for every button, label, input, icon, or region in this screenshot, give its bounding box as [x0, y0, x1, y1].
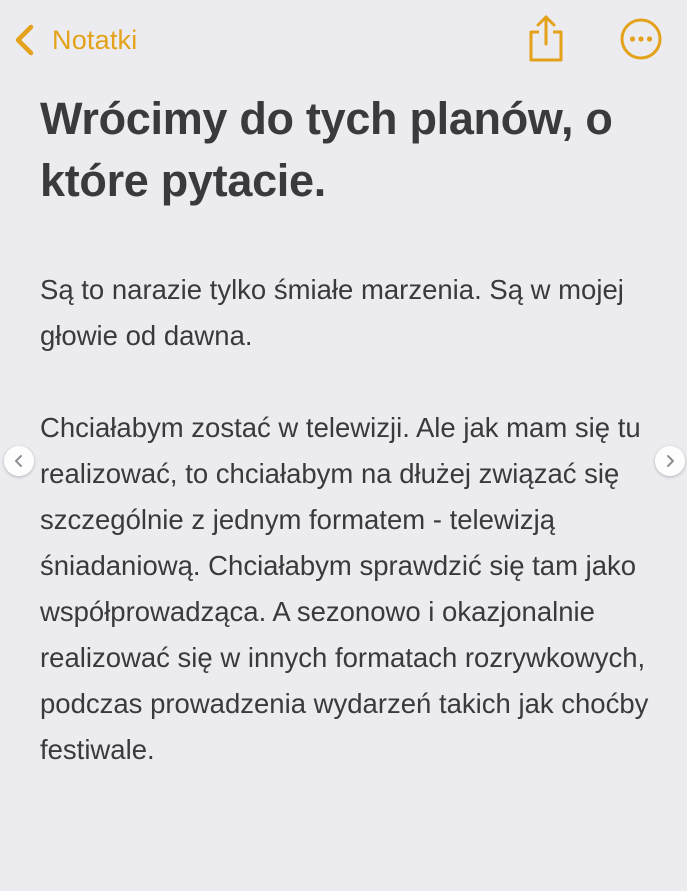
- more-button[interactable]: [619, 17, 663, 61]
- back-button[interactable]: [12, 20, 137, 60]
- note-title: Wrócimy do tych planów, o które pytacie.: [40, 93, 613, 206]
- chevron-right-icon: [664, 454, 676, 468]
- navigation-bar: [0, 0, 687, 80]
- chevron-left-icon: [13, 454, 25, 468]
- back-label: Notatki: [52, 24, 138, 55]
- note-paragraph: Chciałabym zostać w telewizji. Ale jak mam się tu realizować, to chciałabym na dłużej związać się szczególnie z jednym formatem - telewizją śniadaniową. Chciałabym sprawdzić się tam jako współprowadząca. A sezonowo i okazjonalnie realizować się w innych formatach rozrywkowych, podczas prowadzenia wydarzeń takich jak choćby festiwale.: [40, 412, 649, 765]
- note-content[interactable]: [40, 88, 660, 773]
- share-icon: [526, 12, 566, 64]
- share-button[interactable]: [526, 12, 566, 64]
- carousel-next-button[interactable]: [655, 446, 685, 476]
- chevron-left-icon: [12, 22, 38, 58]
- note-paragraph: Są to narazie tylko śmiałe marzenia. Są w mojej głowie od dawna.: [40, 274, 624, 351]
- more-ellipsis-icon: [619, 17, 663, 61]
- carousel-prev-button[interactable]: [4, 446, 34, 476]
